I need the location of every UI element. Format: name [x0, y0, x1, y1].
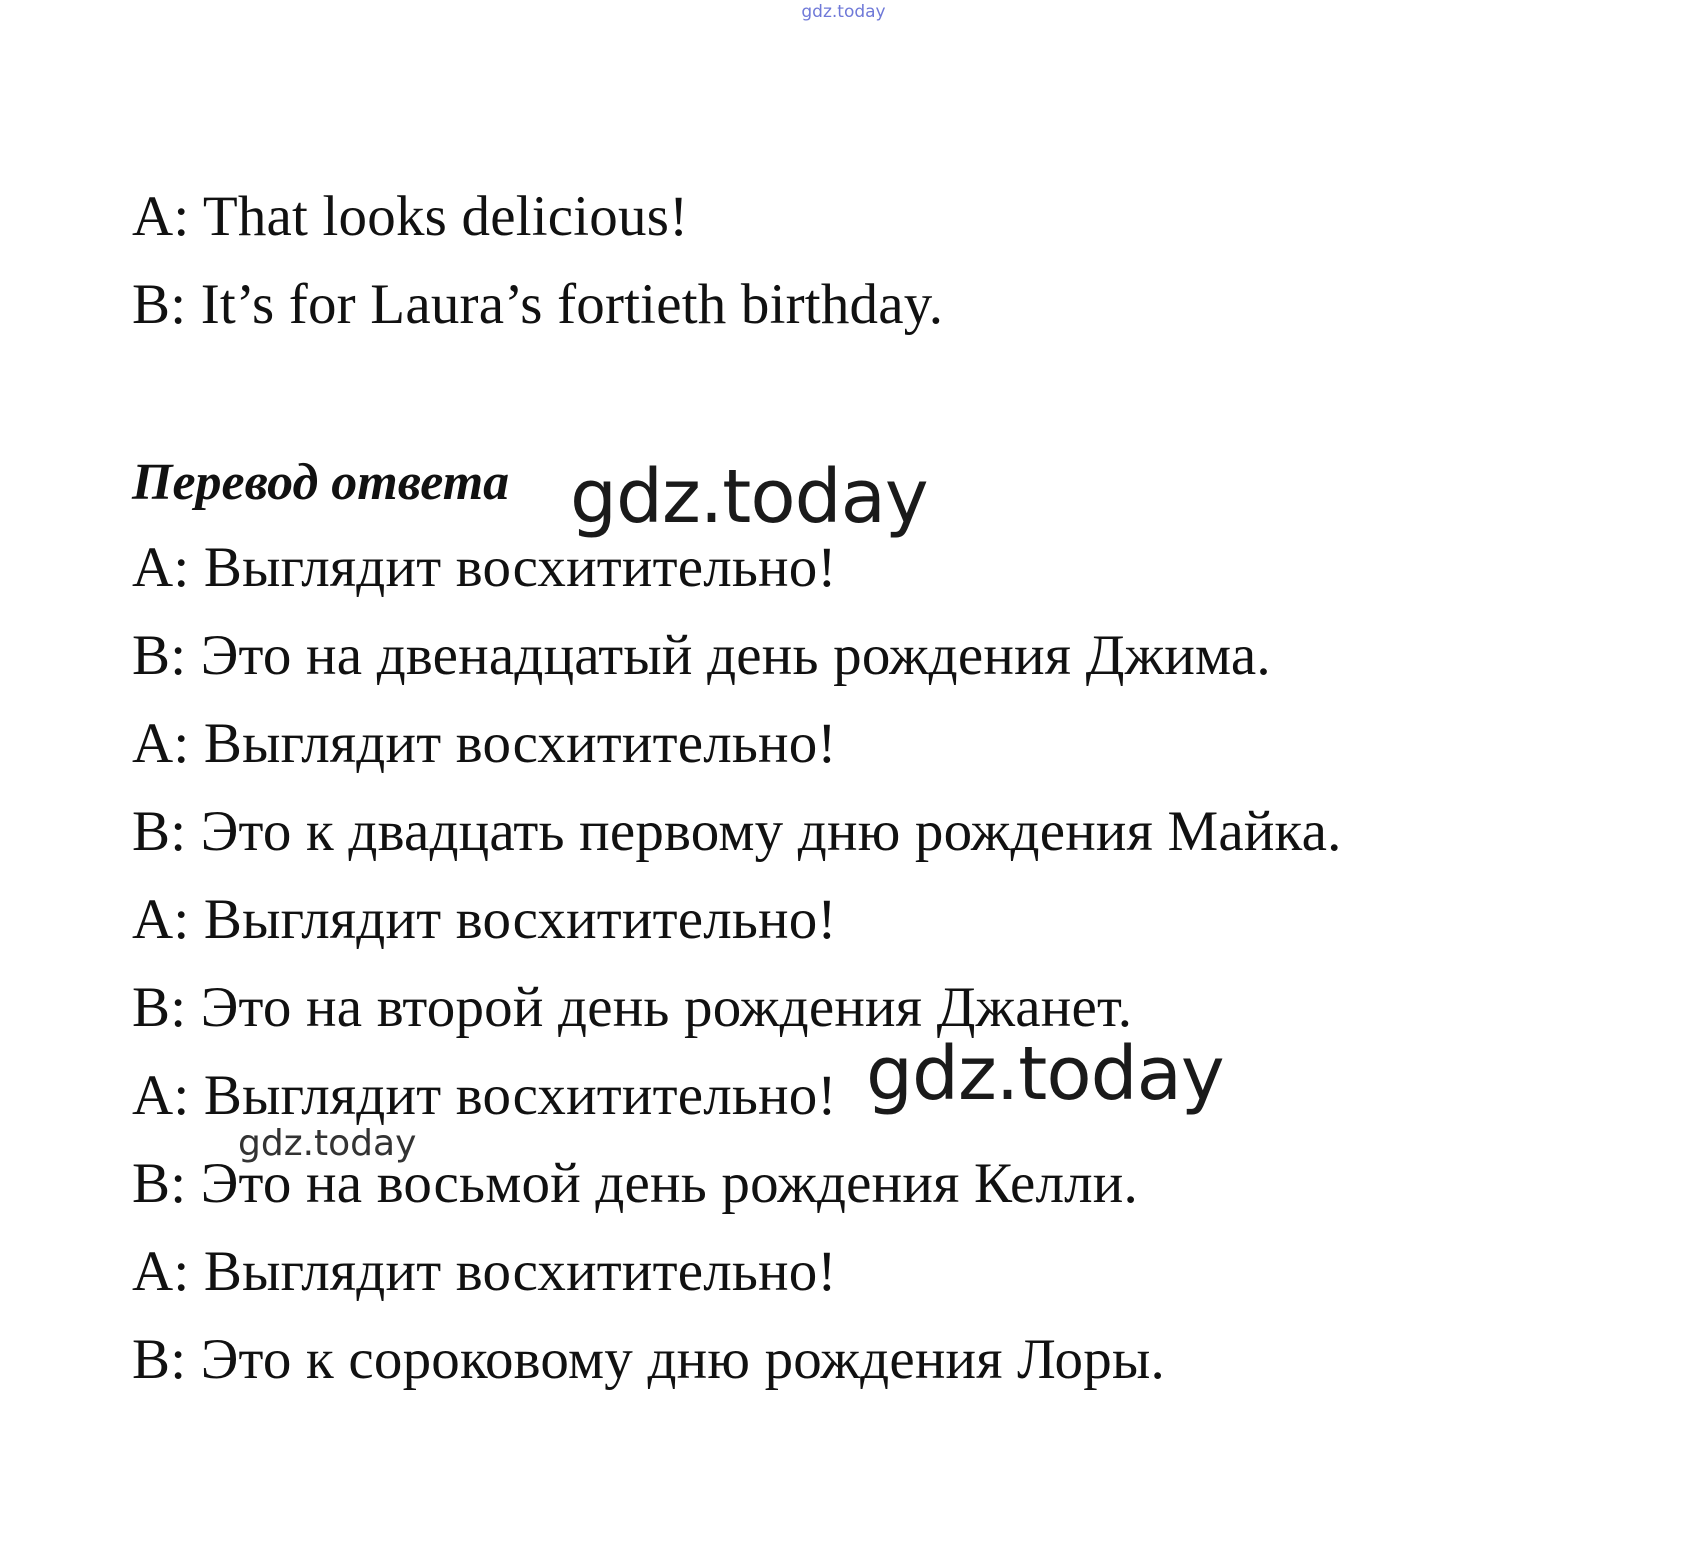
watermark-lower-big: gdz.today [866, 1031, 1224, 1117]
russian-line-6: B: Это на второй день рождения Джанет. [132, 976, 1133, 1039]
russian-line-3: A: Выглядит восхитительно! [132, 712, 837, 775]
russian-line-5: A: Выглядит восхитительно! [132, 888, 837, 951]
russian-line-10: B: Это к сороковому дню рождения Лоры. [132, 1328, 1165, 1391]
watermark-mid: gdz.today [570, 454, 928, 540]
russian-line-2: B: Это на двенадцатый день рождения Джима. [132, 624, 1271, 687]
watermark-lower-small: gdz.today [238, 1123, 417, 1164]
english-line-a: A: That looks delicious! [132, 185, 689, 248]
russian-line-9: A: Выглядит восхитительно! [132, 1240, 837, 1303]
russian-line-4: B: Это к двадцать первому дню рождения Майка. [132, 800, 1342, 863]
russian-line-7: A: Выглядит восхитительно! [132, 1064, 837, 1127]
russian-line-1: A: Выглядит восхитительно! [132, 536, 837, 599]
russian-line-8: B: Это на восьмой день рождения Келли. [132, 1152, 1138, 1215]
top-watermark: gdz.today [801, 2, 886, 22]
english-line-b: B: It’s for Laura’s fortieth birthday. [132, 273, 944, 336]
translation-heading: Перевод ответа [132, 454, 510, 511]
